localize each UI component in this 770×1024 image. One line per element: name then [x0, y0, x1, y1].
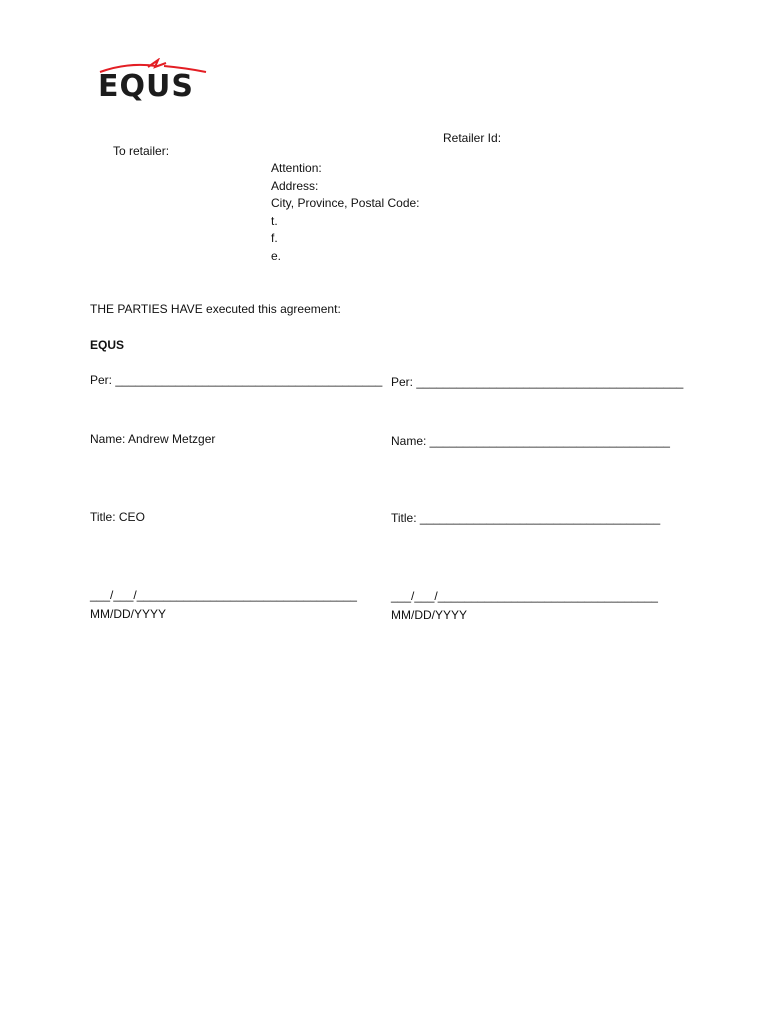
equs-logo: [98, 58, 210, 108]
email-label: e.: [271, 248, 282, 263]
left-date-line: ___/___/_________________________________: [90, 588, 357, 602]
retailer-address-block: [271, 160, 420, 266]
left-date-format: MM/DD/YYYY: [90, 607, 167, 621]
party-name: EQUS: [90, 338, 125, 352]
left-name-line: Name: Andrew Metzger: [90, 432, 216, 446]
left-per-line: Per: ________________________________________: [90, 373, 383, 387]
right-date-line: ___/___/_________________________________: [391, 589, 658, 603]
fax-label: f.: [271, 231, 278, 246]
city-province-postal-label: City, Province, Postal Code:: [271, 196, 420, 211]
right-per-line: Per: ________________________________________: [391, 375, 684, 389]
telephone-label: t.: [271, 213, 278, 228]
attention-label: Attention:: [271, 161, 322, 175]
to-retailer-label: To retailer:: [113, 144, 170, 158]
right-date-format: MM/DD/YYYY: [391, 608, 468, 622]
left-title-line: Title: CEO: [90, 510, 145, 524]
logo-wordmark: EQUS: [98, 69, 194, 104]
retailer-id-label: Retailer Id:: [443, 131, 502, 145]
right-name-line: Name: ____________________________________: [391, 434, 670, 448]
address-label: Address:: [271, 178, 319, 193]
right-title-line: Title: ____________________________________: [391, 511, 661, 525]
agreement-intro: THE PARTIES HAVE executed this agreement:: [90, 302, 341, 316]
